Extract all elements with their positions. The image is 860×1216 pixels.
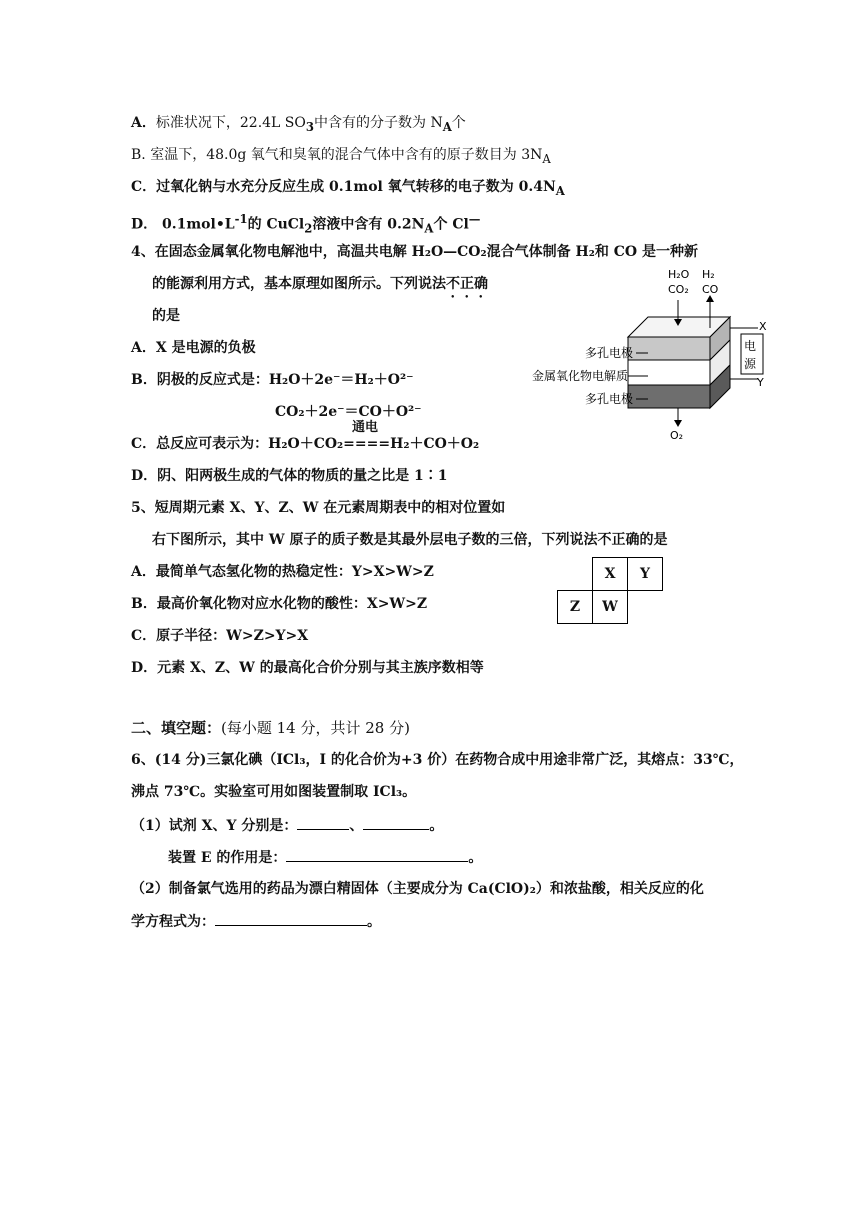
q4-option-a: A．X 是电源的负极	[131, 340, 256, 356]
q5-option-a: A．最简单气态氢化物的热稳定性：Y>X>W>Z	[131, 564, 434, 580]
label-x: X	[759, 320, 767, 333]
periodic-table-fragment	[557, 557, 663, 624]
q5-option-d: D．元素 X、Z、W 的最高化合价分别与其主族序数相等	[131, 660, 484, 676]
cell-w: W	[593, 591, 628, 624]
answer-blank-y[interactable]	[363, 815, 429, 830]
q6-line1: 6、(14 分)三氯化碘（ICl₃，I 的化合价为+3 价）在药物合成中用途非常广泛，其熔点：33℃，	[131, 752, 744, 768]
q4-option-c: C．总反应可表示为：H₂O＋CO₂====H₂＋CO＋O₂	[131, 436, 480, 452]
q5-option-c: C．原子半径：W>Z>Y>X	[131, 628, 309, 644]
q6-part1-device-e: 装置 E 的作用是： 。	[168, 847, 482, 868]
q4-stem-line3: 的是	[152, 308, 180, 324]
answer-blank-x[interactable]	[297, 815, 349, 830]
q3-option-c: C．过氧化钠与水充分反应生成 0.1mol 氧气转移的电子数为 $0.4N_A$	[131, 179, 565, 198]
q5-stem-line2: 右下图所示，其中 W 原子的质子数是其最外层电子数的三倍，下列说法不正确的是	[152, 532, 668, 548]
label-electrolyte: 金属氧化物电解质	[532, 369, 629, 383]
q3-option-a: A．标准状况下，22.4L $SO_3$中含有的分子数为 $N_A$个	[131, 115, 466, 134]
label-h2o: H₂O	[668, 268, 690, 281]
label-h2: H₂	[702, 268, 715, 281]
power-source-char1: 电	[744, 339, 757, 353]
q4-stem-line2: 的能源利用方式，基本原理如图所示。下列说法不正确	[152, 276, 488, 292]
q3-option-d: D． $0.1mol•L^{-1}$的 CuCl$_2$溶液中含有 $0.2N_A$个 Cl—	[131, 212, 481, 236]
q4-condition-electrolysis: 通电	[352, 420, 379, 435]
label-y: Y	[757, 376, 764, 389]
section-title: 二、填空题：(每小题 14 分，共计 28 分)	[131, 719, 410, 737]
q6-part1: （1）试剂 X、Y 分别是： 、 。	[131, 815, 443, 836]
answer-blank-equation[interactable]	[215, 911, 367, 926]
label-porous-electrode-top: 多孔电极	[585, 346, 634, 360]
power-source-char2: 源	[744, 357, 757, 371]
label-co: CO	[702, 283, 719, 296]
label-o2: O₂	[670, 429, 684, 442]
q4-stem-line1: 4、在固态金属氧化物电解池中，高温共电解 H₂O—CO₂混合气体制备 H₂和 CO 是一种新	[131, 244, 698, 260]
q4-option-b: B．阴极的反应式是：H₂O＋2e⁻＝H₂＋O²⁻	[131, 372, 414, 388]
electrolysis-cell-diagram	[530, 262, 790, 447]
cell-x: X	[593, 558, 628, 591]
q4-option-d: D．阴、阳两极生成的气体的物质的量之比是 1∶1	[131, 468, 448, 484]
cell-z: Z	[558, 591, 593, 624]
q5-option-b: B．最高价氧化物对应水化物的酸性：X>W>Z	[131, 596, 428, 612]
q6-part2-line2: 学方程式为： 。	[131, 911, 381, 932]
cell-y: Y	[628, 558, 663, 591]
q3-option-b: B. 室温下，48.0g 氧气和臭氧的混合气体中含有的原子数目为 $3N_A$	[131, 147, 551, 166]
q6-part2-line1: （2）制备氯气选用的药品为漂白精固体（主要成分为 Ca(ClO)₂）和浓盐酸，相关反应的化	[131, 881, 704, 897]
q4-option-b-line2: CO₂＋2e⁻＝CO＋O²⁻	[275, 404, 422, 420]
label-porous-electrode-bottom: 多孔电极	[585, 392, 634, 406]
q6-line2: 沸点 73℃。实验室可用如图装置制取 ICl₃。	[131, 784, 417, 800]
q5-stem-line1: 5、短周期元素 X、Y、Z、W 在元素周期表中的相对位置如	[131, 500, 506, 516]
emphasis-not-correct: 不正确	[446, 276, 488, 292]
answer-blank-device-e[interactable]	[286, 847, 468, 862]
label-co2: CO₂	[668, 283, 689, 296]
